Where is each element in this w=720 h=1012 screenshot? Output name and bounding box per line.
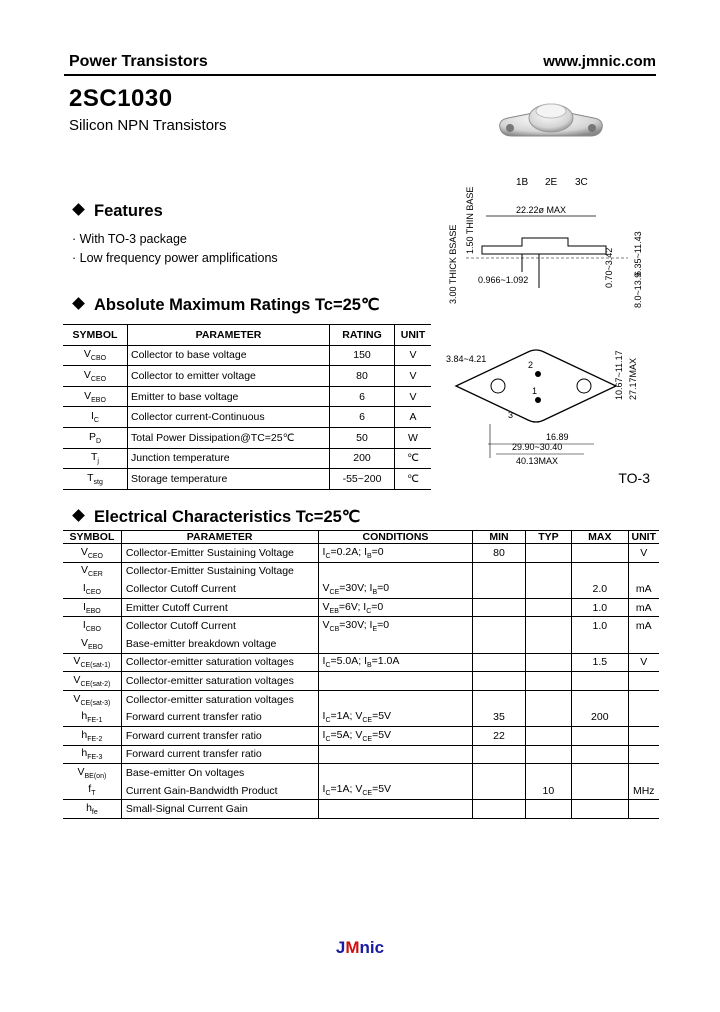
min-cell: 22: [473, 726, 525, 745]
min-cell: [473, 598, 525, 617]
parameter-cell: Collector to emitter voltage: [128, 366, 330, 387]
rating-cell: 50: [330, 427, 395, 448]
conditions-cell: $V_{EB}=6V$; $I_C=0$: [318, 598, 473, 617]
min-cell: [473, 782, 525, 800]
conditions-cell: $V_{CB}=30V$; $I_E=0$: [318, 617, 473, 635]
unit-cell: V: [628, 653, 659, 672]
min-cell: [473, 764, 525, 782]
typ-cell: [525, 708, 571, 726]
typ-cell: [525, 635, 571, 653]
symbol-cell: $V_{BE(on)}$: [63, 764, 121, 782]
symbol-cell: $h_{FE-2}$: [63, 726, 121, 745]
dim-label: 40.13MAX: [516, 456, 559, 466]
typ-cell: [525, 672, 571, 691]
abs-max-row: [63, 386, 431, 407]
max-cell: [572, 726, 628, 745]
pin-label: 3C: [575, 177, 588, 188]
symbol-cell: $V_{CEO}$: [63, 366, 128, 387]
unit-cell: mA: [628, 598, 659, 617]
diamond-bullet-icon: [72, 203, 85, 216]
elec-row: [63, 708, 659, 726]
pin-label: 1B: [516, 177, 529, 188]
elec-row: [63, 782, 659, 800]
max-cell: [572, 672, 628, 691]
unit-cell: [628, 635, 659, 653]
conditions-cell: [318, 562, 473, 580]
parameter-cell: Collector current-Continuous: [128, 407, 330, 428]
rating-cell: -55~200: [330, 469, 395, 490]
conditions-cell: $I_C=1A$; $V_{CE}=5V$: [318, 782, 473, 800]
dim-label: 16.89: [546, 432, 569, 442]
conditions-cell: $I_C=5A$; $V_{CE}=5V$: [318, 726, 473, 745]
min-cell: [473, 635, 525, 653]
parameter-cell: Total Power Dissipation@TC=25℃: [128, 427, 330, 448]
unit-cell: A: [395, 407, 432, 428]
conditions-cell: $V_{CE}=30V$; $I_B=0$: [318, 580, 473, 598]
min-cell: [473, 690, 525, 708]
col-unit: UNIT: [395, 325, 432, 346]
symbol-cell: $I_{CBO}$: [63, 617, 121, 635]
col-max: MAX: [572, 531, 628, 544]
symbol-cell: $h_{fe}$: [63, 800, 121, 819]
parameter-cell: Collector-emitter saturation voltages: [121, 653, 318, 672]
symbol-cell: $h_{FE-3}$: [63, 745, 121, 764]
parameter-cell: Forward current transfer ratio: [121, 726, 318, 745]
max-cell: 200: [572, 708, 628, 726]
abs-max-heading: Absolute Maximum Ratings Tc=25℃: [71, 295, 380, 315]
col-symbol: SYMBOL: [63, 531, 121, 544]
parameter-cell: Collector-Emitter Sustaining Voltage: [121, 562, 318, 580]
max-cell: [572, 745, 628, 764]
abs-max-row: [63, 366, 431, 387]
col-parameter: PARAMETER: [128, 325, 330, 346]
unit-cell: MHz: [628, 782, 659, 800]
max-cell: 1.5: [572, 653, 628, 672]
max-cell: [572, 800, 628, 819]
symbol-cell: $V_{CBO}$: [63, 345, 128, 366]
symbol-cell: $V_{CER}$: [63, 562, 121, 580]
typ-cell: [525, 617, 571, 635]
part-subtitle: Silicon NPN Transistors: [69, 117, 227, 134]
max-cell: [572, 782, 628, 800]
col-symbol: SYMBOL: [63, 325, 128, 346]
unit-cell: [628, 708, 659, 726]
min-cell: 35: [473, 708, 525, 726]
col-rating: RATING: [330, 325, 395, 346]
elec-row: [63, 635, 659, 653]
elec-row: [63, 544, 659, 563]
parameter-cell: Base-emitter On voltages: [121, 764, 318, 782]
symbol-cell: $P_D$: [63, 427, 128, 448]
unit-cell: [628, 672, 659, 691]
unit-cell: [628, 745, 659, 764]
elec-row: [63, 653, 659, 672]
dim-label: 27.17MAX: [628, 357, 638, 400]
unit-cell: [628, 764, 659, 782]
typ-cell: [525, 580, 571, 598]
pin-number: 1: [532, 386, 538, 396]
symbol-cell: $I_{EBO}$: [63, 598, 121, 617]
rating-cell: 200: [330, 448, 395, 469]
dim-label: 6.35~11.43: [633, 231, 643, 276]
pin-number: 3: [508, 410, 514, 420]
max-cell: [572, 544, 628, 563]
symbol-cell: $V_{CE(sat-1)}$: [63, 653, 121, 672]
parameter-cell: Junction temperature: [128, 448, 330, 469]
max-cell: 2.0: [572, 580, 628, 598]
unit-cell: V: [628, 544, 659, 563]
min-cell: [473, 672, 525, 691]
symbol-cell: $I_C$: [63, 407, 128, 428]
typ-cell: [525, 598, 571, 617]
package-drawing: [436, 168, 662, 468]
elec-row: [63, 617, 659, 635]
typ-cell: [525, 562, 571, 580]
symbol-cell: $T_{stg}$: [63, 469, 128, 490]
part-number: 2SC1030: [69, 85, 173, 112]
unit-cell: [628, 726, 659, 745]
elec-row: [63, 690, 659, 708]
symbol-cell: $T_j$: [63, 448, 128, 469]
conditions-cell: $I_C=5.0A$; $I_B=1.0A$: [318, 653, 473, 672]
parameter-cell: Emitter to base voltage: [128, 386, 330, 407]
col-min: MIN: [473, 531, 525, 544]
max-cell: [572, 635, 628, 653]
unit-cell: mA: [635, 620, 652, 633]
abs-max-row: [63, 469, 431, 490]
dim-label: 29.90~30.40: [512, 442, 563, 452]
elec-heading: Electrical Characteristics Tc=25℃: [71, 507, 360, 527]
conditions-cell: [318, 635, 473, 653]
pin-number: 2: [528, 360, 534, 370]
conditions-cell: [318, 764, 473, 782]
typ-cell: [525, 544, 571, 563]
feature-item: · Low frequency power amplifications: [72, 251, 278, 265]
typ-cell: [525, 745, 571, 764]
typ-cell: [525, 800, 571, 819]
abs-max-table: [63, 324, 431, 490]
abs-max-row: [63, 345, 431, 366]
conditions-cell: [318, 690, 473, 708]
max-cell: [572, 562, 628, 580]
symbol-cell: $V_{EBO}$: [63, 635, 121, 653]
parameter-cell: Collector-emitter saturation voltages: [121, 690, 318, 708]
unit-cell: ℃: [395, 469, 432, 490]
conditions-cell: [318, 745, 473, 764]
parameter-cell: Small-Signal Current Gain: [121, 800, 318, 819]
abs-max-row: [63, 448, 431, 469]
abs-max-row: [63, 407, 431, 428]
elec-table: [63, 530, 659, 819]
diamond-bullet-icon: [72, 297, 85, 310]
parameter-cell: Storage temperature: [128, 469, 330, 490]
symbol-cell: $V_{CEO}$: [63, 544, 121, 563]
rating-cell: 80: [330, 366, 395, 387]
symbol-cell: $V_{CE(sat-3)}$: [63, 690, 121, 708]
min-cell: [473, 653, 525, 672]
elec-row: [63, 598, 659, 617]
elec-row: [63, 672, 659, 691]
transistor-photo: [494, 100, 608, 144]
parameter-cell: Collector Cutoff Current: [121, 580, 318, 598]
elec-row: [63, 580, 659, 598]
elec-row: [63, 562, 659, 580]
min-cell: 80: [473, 544, 525, 563]
parameter-cell: Collector-Emitter Sustaining Voltage: [121, 544, 318, 563]
symbol-cell: $f_T$: [63, 782, 121, 800]
brand-logo: JMnic: [335, 938, 385, 957]
min-cell: [473, 745, 525, 764]
website-link[interactable]: www.jmnic.com: [543, 53, 656, 70]
parameter-cell: Collector-emitter saturation voltages: [121, 672, 318, 691]
rating-cell: 6: [330, 407, 395, 428]
typ-cell: [525, 690, 571, 708]
pin-label: 2E: [545, 177, 558, 188]
parameter-cell: Forward current transfer ratio: [121, 745, 318, 764]
unit-cell: V: [395, 345, 432, 366]
elec-row: [63, 726, 659, 745]
dim-label: 0.70~3.42: [604, 247, 614, 288]
min-cell: [473, 580, 525, 598]
min-cell: [473, 562, 525, 580]
parameter-cell: Base-emitter breakdown voltage: [121, 635, 318, 653]
dim-label: 0.966~1.092: [478, 275, 529, 285]
typ-cell: [525, 653, 571, 672]
unit-cell: ℃: [395, 448, 432, 469]
col-unit: UNIT: [628, 531, 659, 544]
elec-row: [63, 764, 659, 782]
unit-cell: [628, 800, 659, 819]
parameter-cell: Collector to base voltage: [128, 345, 330, 366]
dim-label: 3.84~4.21: [446, 354, 487, 364]
max-cell: 1.0: [572, 617, 628, 635]
rating-cell: 150: [330, 345, 395, 366]
unit-cell: W: [395, 427, 432, 448]
typ-cell: 10: [525, 782, 571, 800]
typ-cell: [525, 764, 571, 782]
elec-row: [63, 800, 659, 819]
unit-cell: V: [395, 366, 432, 387]
unit-cell: V: [395, 386, 432, 407]
symbol-cell: $I_{CEO}$: [63, 580, 121, 598]
parameter-cell: Emitter Cutoff Current: [121, 598, 318, 617]
conditions-cell: $I_C=0.2A$; $I_B=0$: [318, 544, 473, 563]
unit-cell: [628, 690, 659, 708]
parameter-cell: Current Gain-Bandwidth Product: [121, 782, 318, 800]
parameter-cell: Collector Cutoff Current: [121, 617, 318, 635]
conditions-cell: $I_C=1A$; $V_{CE}=5V$: [318, 708, 473, 726]
features-heading: Features: [71, 202, 163, 221]
parameter-cell: Forward current transfer ratio: [121, 708, 318, 726]
elec-row: [63, 745, 659, 764]
col-conditions: CONDITIONS: [318, 531, 473, 544]
rating-cell: 6: [330, 386, 395, 407]
feature-item: · With TO-3 package: [72, 232, 187, 246]
doc-category: Power Transistors: [69, 53, 208, 70]
min-cell: [473, 617, 525, 635]
dim-label: 1.50 THIN BASE: [465, 186, 475, 254]
max-cell: [572, 764, 628, 782]
dim-label: 22.22ø MAX: [516, 205, 567, 215]
header-rule: [64, 74, 656, 76]
diamond-bullet-icon: [72, 509, 85, 522]
dim-label: 8.0~13.9: [633, 272, 643, 308]
min-cell: [473, 800, 525, 819]
conditions-cell: [318, 672, 473, 691]
col-parameter: PARAMETER: [121, 531, 318, 544]
symbol-cell: $h_{FE-1}$: [63, 708, 121, 726]
conditions-cell: [318, 800, 473, 819]
symbol-cell: $V_{EBO}$: [63, 386, 128, 407]
dim-label: 3.00 THICK BSASE: [448, 224, 458, 304]
dim-label: 10.67~11.17: [614, 350, 624, 400]
unit-cell: mA: [628, 580, 659, 598]
max-cell: [572, 690, 628, 708]
abs-max-row: [63, 427, 431, 448]
col-typ: TYP: [525, 531, 571, 544]
package-name: TO-3: [618, 470, 650, 486]
unit-cell: [628, 562, 659, 580]
max-cell: 1.0: [572, 598, 628, 617]
symbol-cell: $V_{CE(sat-2)}$: [63, 672, 121, 691]
typ-cell: [525, 726, 571, 745]
